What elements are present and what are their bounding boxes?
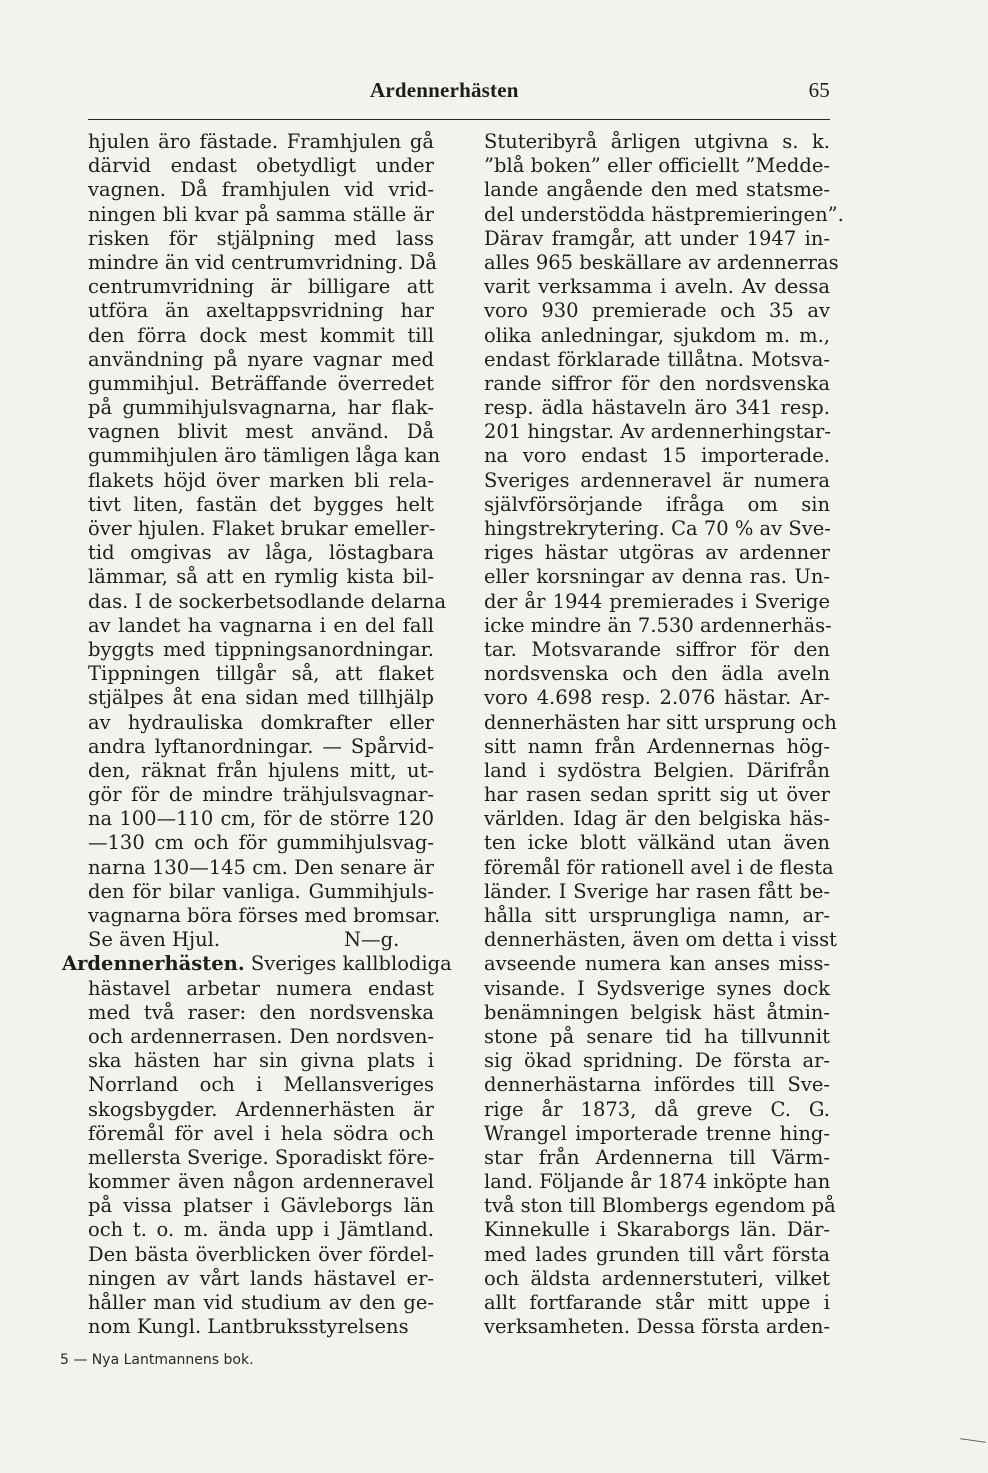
text-line: kommer även någon ardenneravel [88,1170,434,1194]
text-line: gör för de mindre trähjulsvagnar- [88,783,434,807]
text-line: länder. I Sverige har rasen fått be- [484,879,830,903]
text-line: ”blå boken” eller officiellt ”Medde- [484,154,830,178]
text-line: na 100—110 cm, för de större 120 [88,807,434,831]
text-line: na voro endast 15 importerade. [484,444,830,468]
text-line: användning på nyare vagnar med [88,347,434,371]
text-line: lämmar, så att en rymlig kista bil- [88,565,434,589]
text-line: sitt namn från Ardennernas hög- [484,734,830,758]
text-line: Den bästa överblicken över fördel- [88,1242,434,1266]
text-line: av hydrauliska domkrafter eller [88,710,434,734]
text-line: med lades grunden till vårt första [484,1242,830,1266]
text-line: hästavel arbetar numera endast [88,976,434,1000]
text-line: land. Följande år 1874 inköpte han [484,1170,831,1194]
text-line: mellersta Sverige. Sporadiskt före- [88,1145,435,1169]
text-line: risken för stjälpning med lass [88,226,434,250]
entry-heading-line [62,952,452,976]
text-line: avseende numera kan anses miss- [484,952,830,976]
text-line: Därav framgår, att under 1947 in- [484,226,830,250]
text-line: nordsvenska och den ädla aveln [484,662,830,686]
text-line: gummihjul. Beträffande överredet [88,371,434,395]
text-line: dennerhästen har sitt ursprung och [484,710,837,734]
text-line: land i sydöstra Belgien. Därifrån [484,758,830,782]
right-column [484,130,844,1339]
text-line: ningen av vårt lands hästavel er- [88,1266,434,1290]
text-line: mindre än vid centrumvridning. Då [88,250,437,274]
text-line: rande siffror för den nordsvenska [484,371,830,395]
text-line: Stuteribyrå årligen utgivna s. k. [484,130,830,153]
text-line: icke mindre än 7.530 ardennerhäs- [484,613,832,637]
text-line: den förra dock mest kommit till [88,323,434,347]
text-line: på gummihjulsvagnarna, har flak- [88,396,434,420]
text-line: skogsbygder. Ardennerhästen är [88,1097,434,1121]
text-line: Kinnekulle i Skaraborgs län. Där- [484,1218,830,1242]
text-line: av landet ha vagnarna i en del fall [88,613,434,637]
text-line: tar. Motsvarande siffror för den [484,637,830,661]
entry-first-line-text: Sveriges kallblodiga [244,952,452,976]
text-line: stjälpes åt ena sidan med tillhjälp [88,686,434,710]
text-line: —130 cm och för gummihjulsvag- [88,831,434,855]
header-rule [88,119,830,120]
text-line: andra lyftanordningar. — Spårvid- [88,734,434,758]
text-line: 201 hingstar. Av ardennerhingstar- [484,420,831,444]
text-line: varit verksamma i aveln. Av dessa [484,275,830,299]
text-line: sig ökad spridning. De första ar- [484,1049,830,1073]
entry-term: Ardennerhästen. [62,952,245,976]
text-line: ningen bli kvar på samma ställe är [88,202,434,226]
text-line: narna 130—145 cm. Den senare är [88,855,434,879]
text-line: utföra än axeltappsvridning har [88,299,434,323]
text-line: vagnen blivit mest använd. Då [88,420,434,444]
text-line: därvid endast obetydligt under [88,154,434,178]
text-line: och t. o. m. ända upp i Jämtland. [88,1218,434,1242]
text-line: Se även Hjul. N—g. [88,928,400,952]
text-line: Sveriges ardenneravel är numera [484,468,830,492]
text-line: hjulen äro fästade. Framhjulen gå [88,130,434,153]
text-line: den för bilar vanliga. Gummihjuls- [88,879,434,903]
text-line: centrumvridning är billigare att [88,275,434,299]
text-line: vagnen. Då framhjulen vid vrid- [88,178,434,202]
text-line: del understödda hästpremieringen”. [484,202,844,226]
text-line: allt fortfarande står mitt uppe i [484,1291,830,1314]
text-line: endast förklarade tillåtna. Motsva- [484,347,830,371]
text-line: föremål för avel i hela södra och [88,1121,434,1145]
page-number: 65 [808,78,830,102]
text-line: Tippningen tillgår så, att flaket [88,662,434,686]
text-line: på vissa platser i Gävleborgs län [88,1194,434,1218]
page-edge-mark [960,1438,986,1443]
text-line: byggts med tippningsanordningar. [88,637,434,661]
text-line: der år 1944 premierades i Sverige [484,589,830,613]
text-line: star från Ardennerna till Värm- [484,1145,830,1169]
text-line: olika anledningar, sjukdom m. m., [484,323,830,347]
text-line: tivt liten, fastän det bygges helt [88,492,434,516]
text-line: flakets höjd över marken bli rela- [88,468,434,492]
left-column [62,130,452,1339]
text-line: visande. I Sydsverige synes dock [484,976,830,1000]
text-line: Norrland och i Mellansveriges [88,1073,434,1097]
printer-signature: 5 — Nya Lantmannens bok. [60,1352,254,1368]
text-line: verksamheten. Dessa första arden- [484,1315,830,1339]
text-line: med två raser: den nordsvenska [88,1000,434,1024]
text-line: två ston till Blombergs egendom på [484,1194,836,1218]
text-line: benämningen belgisk häst åtmin- [484,1000,830,1024]
text-line: eller korsningar av denna ras. Un- [484,565,830,589]
text-line: gummihjulen äro tämligen låga kan [88,444,441,468]
text-line: håller man vid studium av den ge- [88,1291,434,1314]
text-line: hingstrekrytering. Ca 70 % av Sve- [484,517,831,540]
running-head-title: Ardennerhästen [370,78,519,102]
text-line: ten icke blott välkänd utan även [484,831,830,855]
text-line: rige år 1873, då greve C. G. [484,1097,830,1121]
text-line: das. I de sockerbetsodlande delarna [88,589,447,613]
text-line: föremål för rationell avel i de flesta [484,855,834,879]
text-line: ska hästen har sin givna plats i [88,1049,434,1073]
text-line: världen. Idag är den belgiska häs- [484,807,830,831]
text-line: tid omgivas av låga, löstagbara [88,541,434,565]
text-line: nom Kungl. Lantbruksstyrelsens [88,1315,409,1339]
text-line: voro 4.698 resp. 2.076 hästar. Ar- [484,686,830,710]
text-line: alles 965 beskällare av ardennerras [484,250,839,274]
text-line: riges hästar utgöras av ardenner [484,541,830,565]
text-line: och äldsta ardennerstuteri, vilket [484,1266,830,1290]
text-line: självförsörjande ifråga om sin [484,492,830,516]
text-line: dennerhästarna infördes till Sve- [484,1073,830,1097]
text-line: och ardennerrasen. Den nordsven- [88,1024,434,1048]
text-line: resp. ädla hästaveln äro 341 resp. [484,396,830,420]
text-line: Wrangel importerade trenne hing- [484,1121,830,1145]
text-line: vagnarna böra förses med bromsar. [88,904,441,927]
text-line: över hjulen. Flaket brukar emeller- [88,517,436,540]
text-line: har rasen sedan spritt sig ut över [484,783,830,807]
running-head [88,78,830,108]
text-line: den, räknat från hjulens mitt, ut- [88,758,434,782]
text-line: dennerhästen, även om detta i visst [484,928,837,952]
text-line: hålla sitt ursprungliga namn, ar- [484,904,830,927]
text-line: lande angående den med statsme- [484,178,830,202]
text-line: stone på senare tid ha tillvunnit [484,1024,830,1048]
text-line: voro 930 premierade och 35 av [484,299,830,323]
